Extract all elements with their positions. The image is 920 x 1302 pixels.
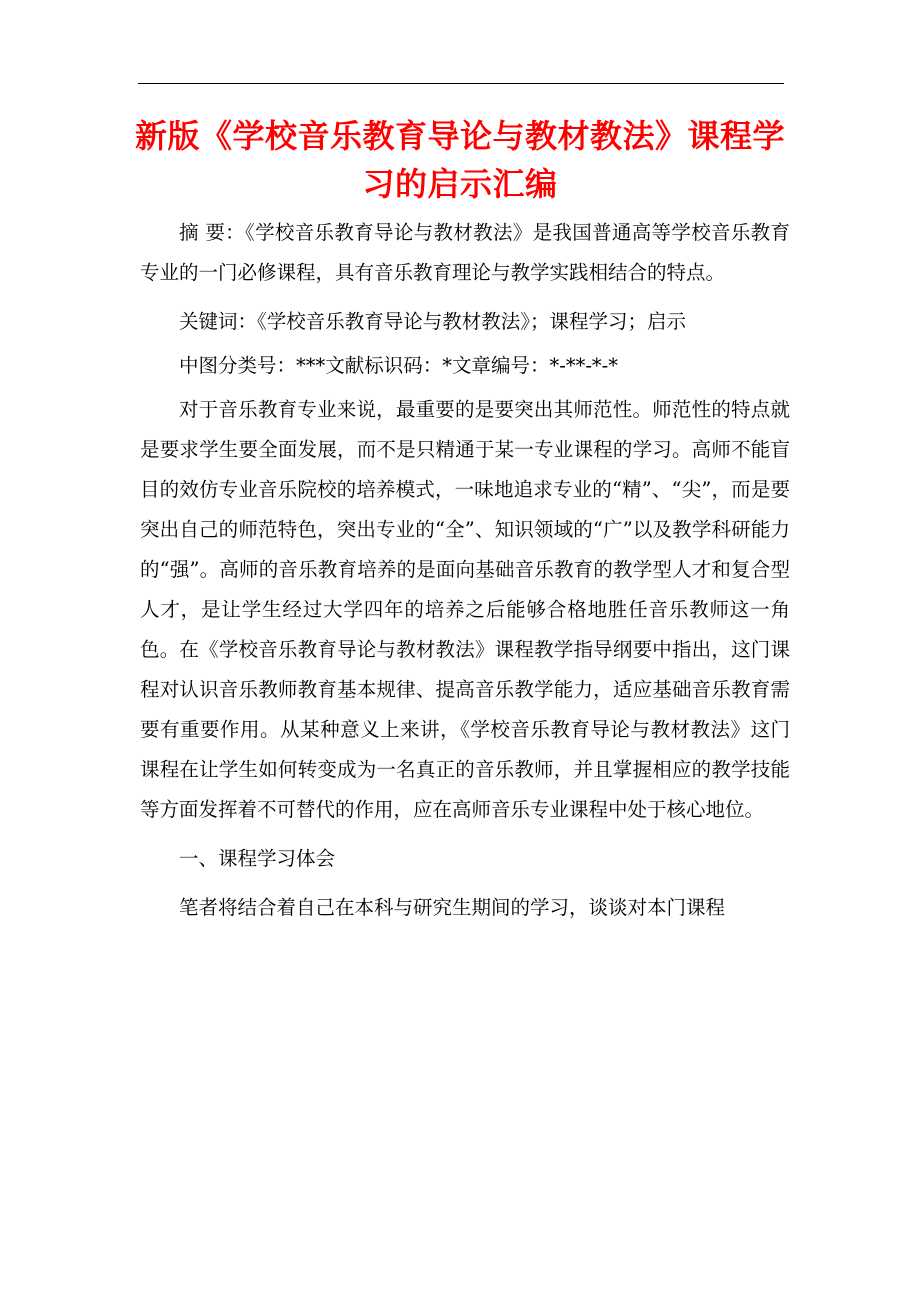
classification-line: 中图分类号：***文献标识码：*文章编号：*-**-*-* xyxy=(179,354,619,377)
section-heading: 一、课程学习体会 xyxy=(179,847,336,870)
keywords-line: 关键词：《学校音乐教育导论与教材教法》；课程学习；启示 xyxy=(179,310,687,333)
document-body xyxy=(140,213,790,928)
body-paragraph: 对于音乐教育专业来说，最重要的是要突出其师范性。师范性的特点就是要求学生要全面发展，而不是只精通于某一专业课程的学习。高师不能盲目的效仿专业音乐院校的培养模式，一味地追求专业的“精”、“尖”，而是要突出自己的师范特色，突出专业的“全”、知识领域的“广”以及教学科研能力的“强”。高师的音乐教育培养的是面向基础音乐教育的教学型人才和复合型人才，是让学生经过大学四年的培养之后能够合格地胜任音乐教师这一角色。在《学校音乐教育导论与教材教法》课程教学指导纲要中指出，这门课程对认识音乐教师教育基本规律、提高音乐教学能力，适应基础音乐教育需要有重要作用。从某种意义上来讲，《学校音乐教育导论与教材教法》这门课程在让学生如何转变成为一名真正的音乐教师，并且掌握相应的教学技能等方面发挥着不可替代的作用，应在高师音乐专业课程中处于核心地位。 xyxy=(140,398,790,821)
header-rule xyxy=(138,83,784,84)
abstract-paragraph: 摘 要：《学校音乐教育导论与教材教法》是我国普通高等学校音乐教育专业的一门必修课程，具有音乐教育理论与教学实践相结合的特点。 xyxy=(140,221,790,284)
body-paragraph: 笔者将结合着自己在本科与研究生期间的学习，谈谈对本门课程 xyxy=(179,896,726,919)
document-title: 新版《学校音乐教育导论与教材教法》课程学习的启示汇编 xyxy=(134,117,785,203)
